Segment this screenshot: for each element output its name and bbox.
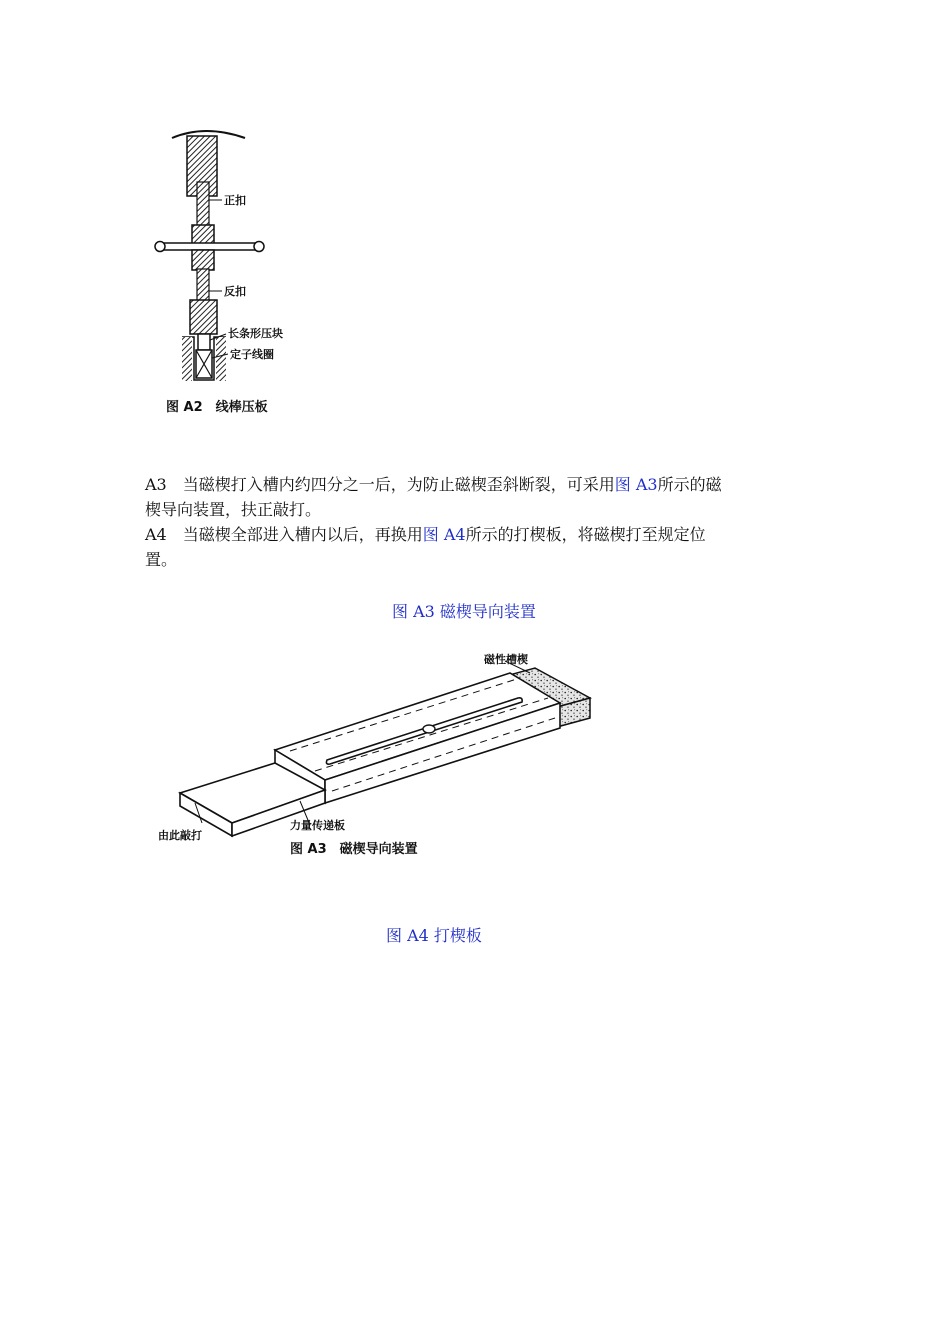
figure-a2-caption: 图 A2 线棒压板 — [166, 400, 268, 415]
link-figure-a4[interactable]: 图 A4 — [422, 525, 466, 544]
figure-a3-caption: 图 A3 磁楔导向装置 — [290, 842, 418, 857]
paragraph-a3 — [145, 472, 735, 522]
label-stator-coil: 定子线圈 — [230, 348, 274, 361]
caption-link-a3[interactable]: 图 A3 磁楔导向装置 — [392, 602, 536, 621]
paragraph-a3-text: A3 当磁楔打入槽内约四分之一后，为防止磁楔歪斜断裂，可采用 — [145, 475, 615, 494]
figure-a3-diagram — [150, 643, 610, 868]
label-left-thread: 反扣 — [224, 285, 246, 298]
label-force-plate: 力量传递板 — [290, 819, 345, 832]
label-strip-block: 长条形压块 — [228, 327, 283, 340]
label-right-thread: 正扣 — [224, 194, 246, 207]
paragraph-a4 — [145, 522, 735, 572]
paragraph-a3-tail: 所示的磁 楔导向装置，扶正敲打。 — [145, 475, 722, 519]
figure-a2-diagram — [150, 122, 320, 427]
label-strike-here: 由此敲打 — [158, 829, 202, 842]
paragraph-a4-text: A4 当磁楔全部进入槽内以后，再换用 — [145, 525, 423, 544]
label-magnetic-wedge: 磁性槽楔 — [484, 653, 528, 666]
caption-link-a4[interactable]: 图 A4 打楔板 — [386, 926, 482, 945]
link-figure-a3[interactable]: 图 A3 — [614, 475, 658, 494]
paragraph-a4-tail: 所示的打楔板，将磁楔打至规定位 置。 — [145, 525, 706, 569]
